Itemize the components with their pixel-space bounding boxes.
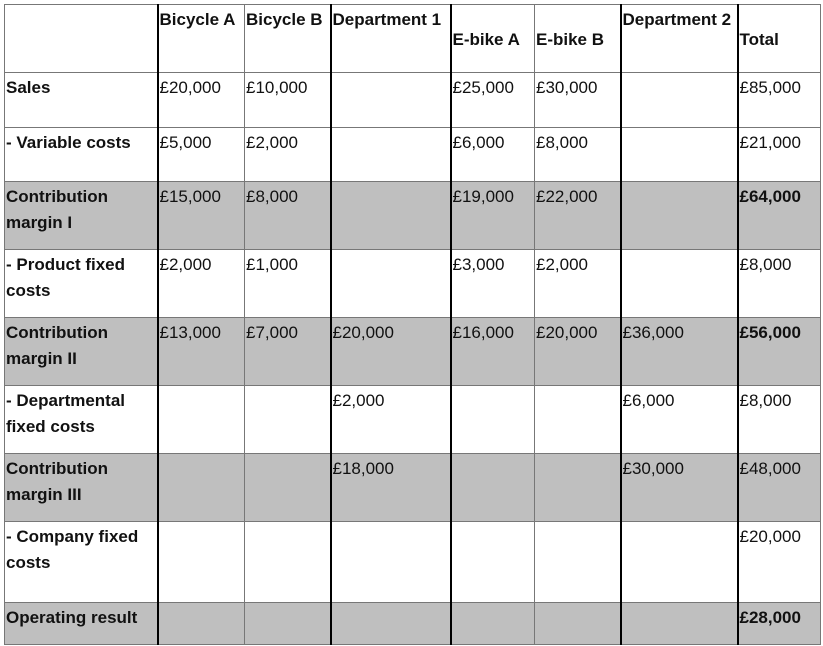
cell-ebike-b (535, 386, 621, 454)
cell-department-1: £18,000 (331, 454, 451, 522)
cell-ebike-a (451, 386, 535, 454)
cell-bicycle-b (245, 603, 331, 645)
cell-ebike-a (451, 522, 535, 603)
cell-department-2: £6,000 (621, 386, 738, 454)
cell-total: £48,000 (738, 454, 821, 522)
cell-bicycle-a: £20,000 (158, 73, 245, 128)
header-row (5, 5, 821, 73)
cell-bicycle-b: £1,000 (245, 250, 331, 318)
cell-ebike-b: £8,000 (535, 128, 621, 182)
cell-total: £28,000 (738, 603, 821, 645)
cell-total: £8,000 (738, 386, 821, 454)
cell-department-1: £20,000 (331, 318, 451, 386)
cell-bicycle-b: £8,000 (245, 182, 331, 250)
row-label: Operating result (5, 603, 158, 645)
cell-total: £56,000 (738, 318, 821, 386)
table-row-product-fixed-costs (5, 250, 821, 318)
cell-department-1 (331, 182, 451, 250)
cell-department-2 (621, 603, 738, 645)
table-row-sales (5, 73, 821, 128)
table-row-company-fixed-costs (5, 522, 821, 603)
cell-bicycle-a: £13,000 (158, 318, 245, 386)
header-bicycle-b: Bicycle B (245, 5, 331, 73)
cell-department-1 (331, 128, 451, 182)
cell-bicycle-a (158, 386, 245, 454)
row-label: - Departmental fixed costs (5, 386, 158, 454)
cell-department-1 (331, 522, 451, 603)
cell-bicycle-a (158, 522, 245, 603)
table-row-departmental-fixed-costs (5, 386, 821, 454)
row-label: - Product fixed costs (5, 250, 158, 318)
cell-bicycle-a: £15,000 (158, 182, 245, 250)
cell-ebike-a: £3,000 (451, 250, 535, 318)
header-total: Total (738, 5, 821, 73)
cell-ebike-b: £20,000 (535, 318, 621, 386)
cell-ebike-a (451, 454, 535, 522)
header-cell-empty (5, 5, 158, 73)
header-bicycle-a: Bicycle A (158, 5, 245, 73)
cell-ebike-a (451, 603, 535, 645)
cell-ebike-a: £25,000 (451, 73, 535, 128)
cell-total: £20,000 (738, 522, 821, 603)
cell-ebike-b (535, 522, 621, 603)
cell-department-1: £2,000 (331, 386, 451, 454)
cell-ebike-b: £2,000 (535, 250, 621, 318)
cell-total: £85,000 (738, 73, 821, 128)
header-department-2: Department 2 (621, 5, 738, 73)
cell-ebike-b: £22,000 (535, 182, 621, 250)
cell-ebike-b (535, 454, 621, 522)
cell-ebike-a: £16,000 (451, 318, 535, 386)
cell-department-2 (621, 250, 738, 318)
row-label: Contribution margin I (5, 182, 158, 250)
row-label: - Company fixed costs (5, 522, 158, 603)
cell-bicycle-a: £5,000 (158, 128, 245, 182)
cell-bicycle-a: £2,000 (158, 250, 245, 318)
cell-bicycle-b (245, 386, 331, 454)
table-row-contribution-margin-3 (5, 454, 821, 522)
row-label: Sales (5, 73, 158, 128)
header-ebike-b: E-bike B (535, 5, 621, 73)
cell-department-1 (331, 250, 451, 318)
cell-ebike-b (535, 603, 621, 645)
cell-department-2 (621, 128, 738, 182)
cell-department-1 (331, 73, 451, 128)
cell-bicycle-b: £7,000 (245, 318, 331, 386)
cell-total: £21,000 (738, 128, 821, 182)
cell-bicycle-b (245, 522, 331, 603)
cell-department-2: £36,000 (621, 318, 738, 386)
cell-department-2 (621, 182, 738, 250)
table-row-contribution-margin-2 (5, 318, 821, 386)
header-ebike-a: E-bike A (451, 5, 535, 73)
cell-ebike-a: £6,000 (451, 128, 535, 182)
cell-total: £64,000 (738, 182, 821, 250)
row-label: Contribution margin III (5, 454, 158, 522)
table-row-operating-result (5, 603, 821, 645)
cell-bicycle-b: £2,000 (245, 128, 331, 182)
cell-bicycle-b: £10,000 (245, 73, 331, 128)
cell-department-2 (621, 522, 738, 603)
cell-bicycle-b (245, 454, 331, 522)
contribution-margin-table (4, 4, 821, 645)
cell-department-2 (621, 73, 738, 128)
cell-total: £8,000 (738, 250, 821, 318)
cell-department-1 (331, 603, 451, 645)
cell-department-2: £30,000 (621, 454, 738, 522)
cell-ebike-b: £30,000 (535, 73, 621, 128)
header-department-1: Department 1 (331, 5, 451, 73)
table-row-variable-costs (5, 128, 821, 182)
cell-bicycle-a (158, 454, 245, 522)
cell-ebike-a: £19,000 (451, 182, 535, 250)
row-label: Contribution margin II (5, 318, 158, 386)
table-row-contribution-margin-1 (5, 182, 821, 250)
row-label: - Variable costs (5, 128, 158, 182)
cell-bicycle-a (158, 603, 245, 645)
